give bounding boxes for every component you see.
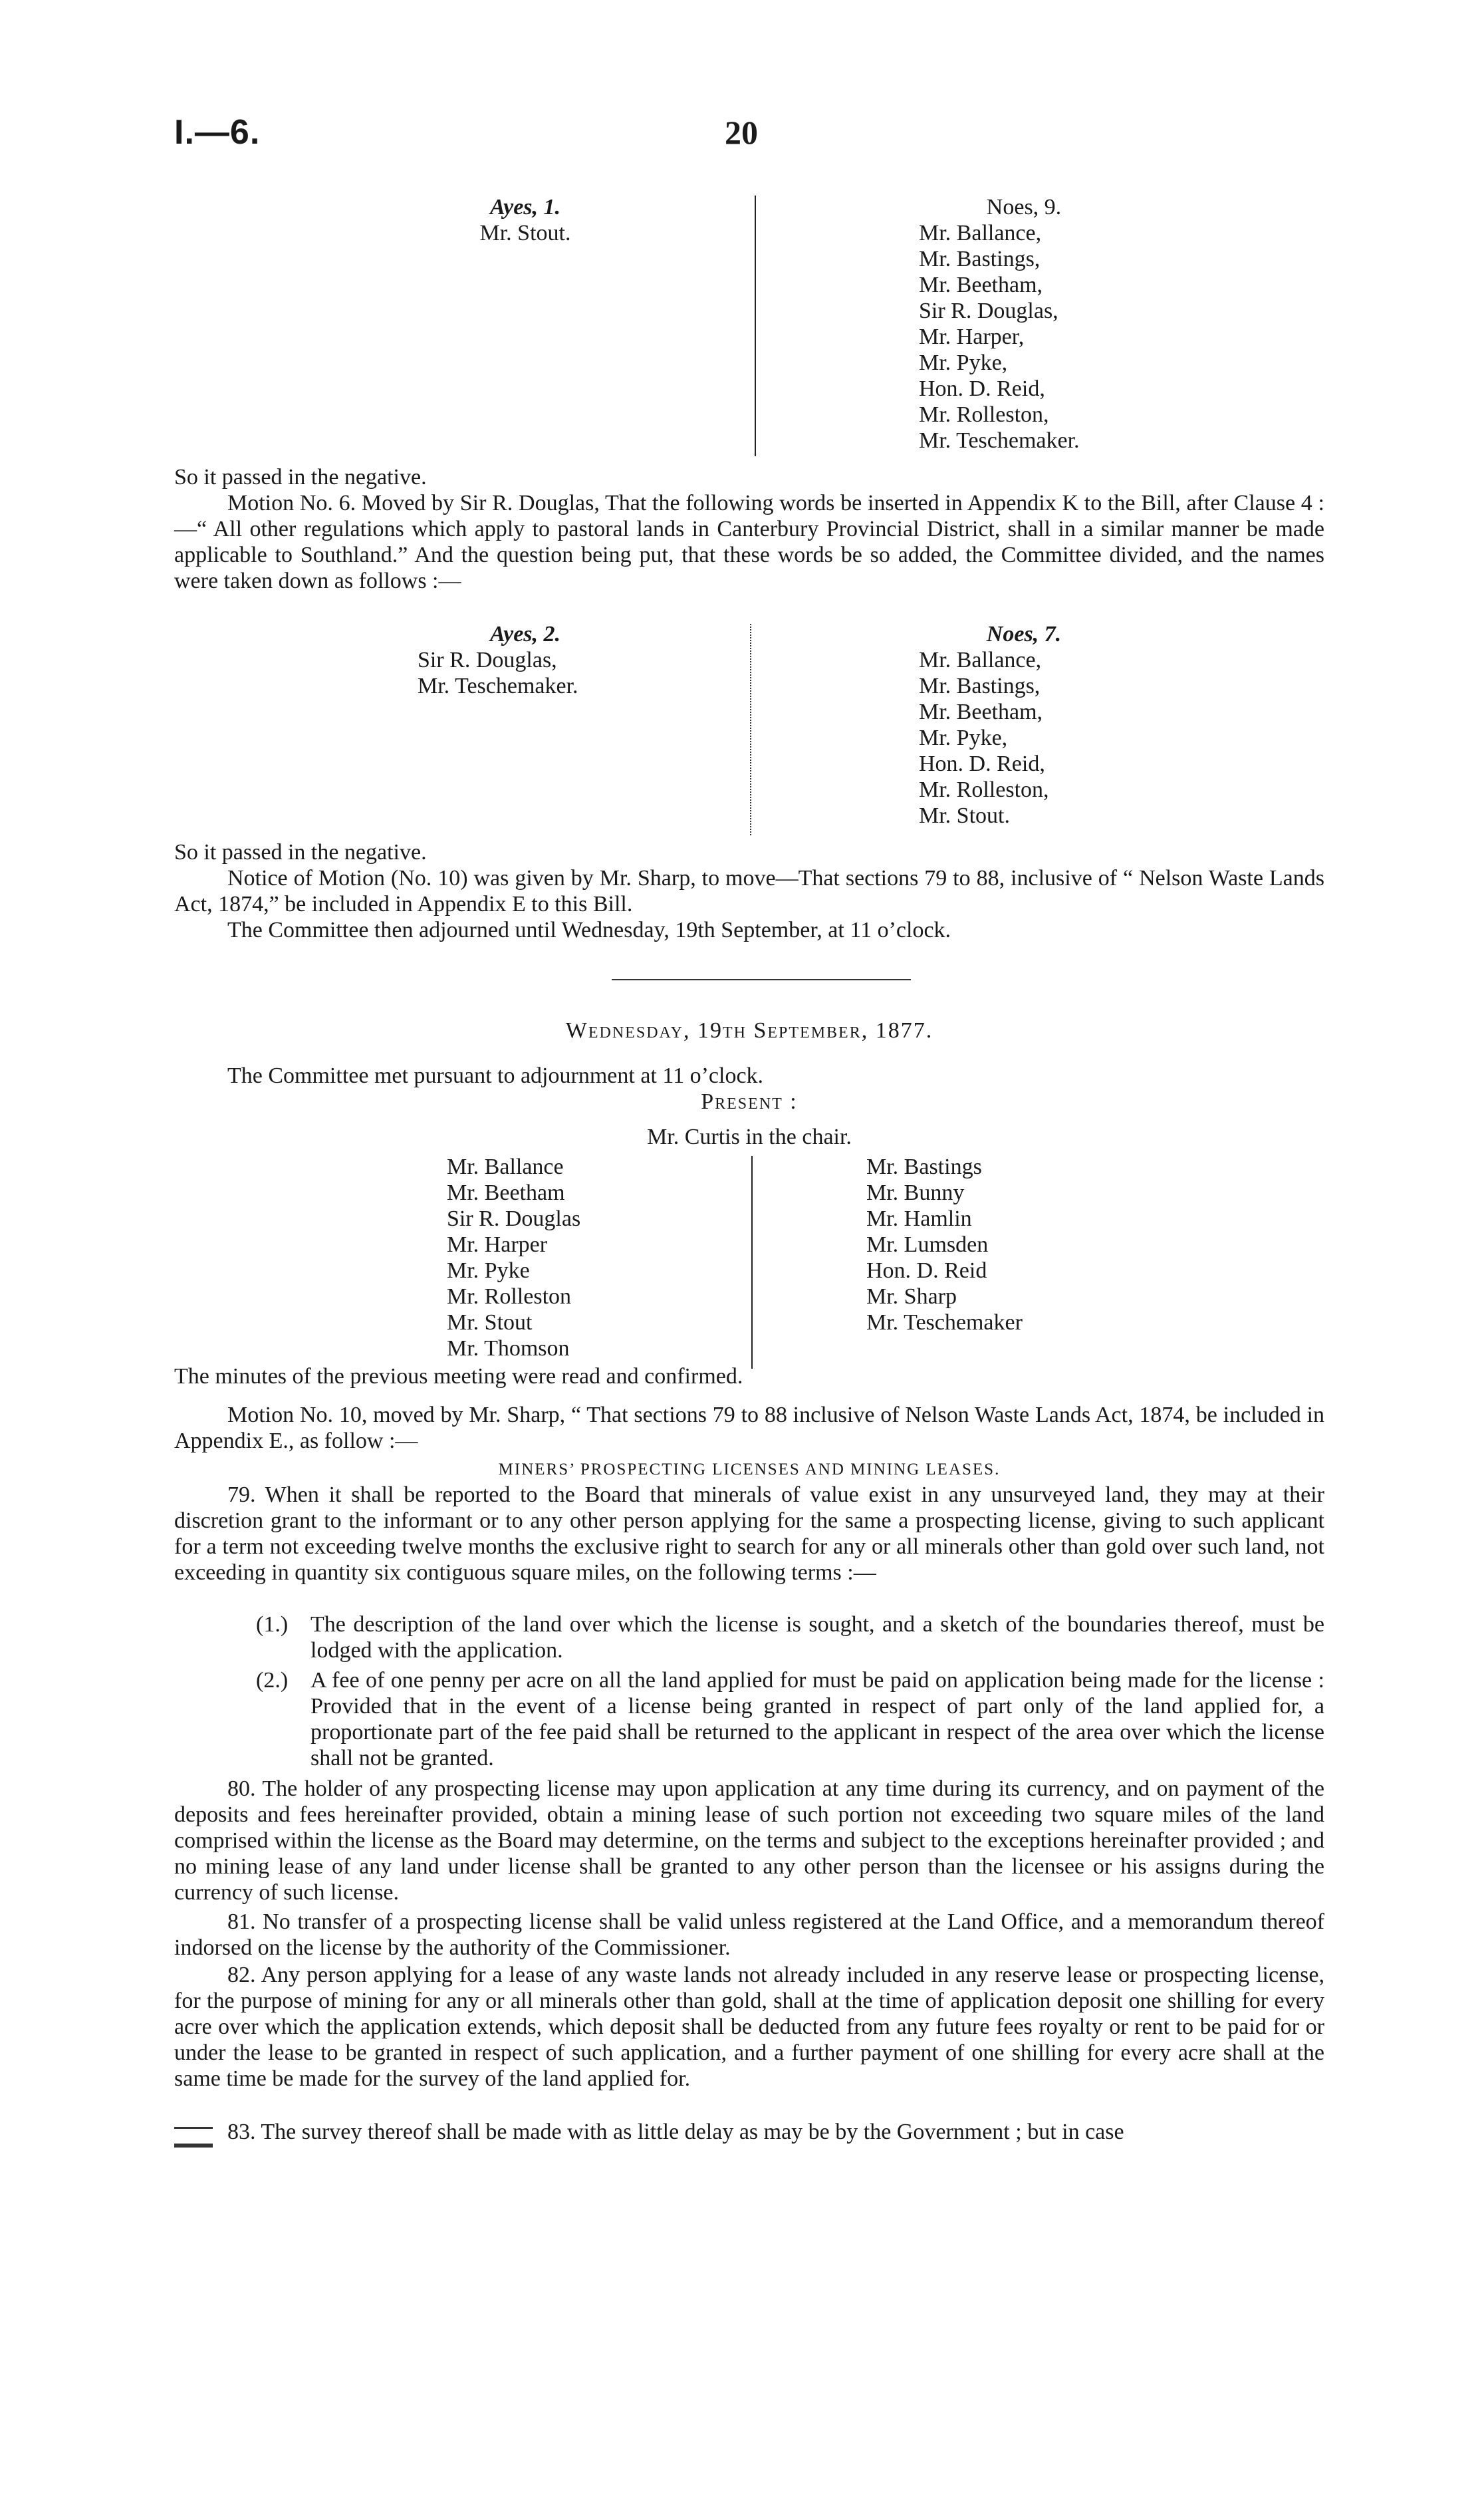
member-name: Mr. Thomson (447, 1336, 570, 1361)
paragraph: Motion No. 10, moved by Mr. Sharp, “ That sections 79 to 88 inclusive of Nelson Waste Lands Act, 1874, be included in Appendix E., as follow :— (174, 1403, 1324, 1453)
paragraph: Notice of Motion (No. 10) was given by Mr. Sharp, to move—That sections 79 to 88, inclusive of “ Nelson Waste Lands Act, 1874,” be included in Appendix E to this Bill. (174, 866, 1324, 916)
vote-name: Mr. Beetham, (919, 273, 1043, 297)
member-name: Mr. Bastings (866, 1155, 982, 1179)
vote-name: Mr. Ballance, (919, 221, 1042, 245)
vote1-ayes-heading: Ayes, 1. (489, 195, 561, 219)
list-item-number: (1.) (256, 1612, 289, 1637)
section-separator (612, 979, 911, 980)
vote-name: Mr. Bastings, (919, 674, 1041, 698)
vote-name: Mr. Ballance, (919, 648, 1042, 672)
member-name: Mr. Hamlin (866, 1206, 972, 1231)
vote-name: Mr. Teschemaker. (418, 674, 578, 698)
member-name: Mr. Stout (447, 1310, 533, 1335)
vote-name: Mr. Bastings, (919, 247, 1041, 271)
present-left-column (447, 1154, 580, 1361)
vote-name: Mr. Beetham, (919, 700, 1043, 724)
vote-name: Hon. D. Reid, (919, 376, 1045, 401)
member-name: Sir R. Douglas (447, 1206, 581, 1231)
member-name: Mr. Bunny (866, 1181, 965, 1205)
member-name: Mr. Teschemaker (866, 1310, 1023, 1335)
section-81: 81. No transfer of a prospecting license shall be valid unless registered at the Land Office, and a memorandum thereof indorsed on the license by the authority of the Commissioner. (174, 1909, 1324, 1960)
vote2-ayes-heading: Ayes, 2. (489, 622, 561, 646)
member-name: Mr. Harper (447, 1232, 548, 1257)
vote-name: Mr. Rolleston, (919, 402, 1049, 427)
meeting-date-heading: Wednesday, 19th September, 1877. (565, 1018, 933, 1043)
member-name: Mr. Rolleston (447, 1284, 572, 1309)
page-number: 20 (725, 114, 758, 151)
member-name: Mr. Ballance (447, 1155, 564, 1179)
vote-name: Mr. Pyke, (919, 350, 1008, 375)
vote1-noes-heading: Noes, 9. (986, 195, 1062, 219)
vote2-noes-heading-wrap (918, 621, 1130, 647)
member-name: Mr. Beetham (447, 1181, 565, 1205)
section-83: 83. The survey thereof shall be made with as little delay as may be by the Government ; but in case (227, 2120, 1124, 2144)
member-name: Mr. Sharp (866, 1284, 957, 1309)
vote-name: Mr. Stout. (919, 803, 1010, 828)
vote2-ayes-names (418, 647, 578, 699)
list-item (256, 1667, 1324, 1771)
present-right-column (866, 1154, 1023, 1335)
vote2-noes (919, 647, 1049, 829)
vote-name: Mr. Pyke, (919, 726, 1008, 750)
paragraph: Motion No. 6. Moved by Sir R. Douglas, That the following words be inserted in Appendix K to the Bill, after Clause 4 :—“ All other regulations which apply to pastoral lands in Canterbury Provincial District, shall in a similar manner be made applicable to Southland.” And the question being put, that these words be so added, the Committee divided, and the names were taken down as follows :— (174, 491, 1324, 593)
vote-name: Hon. D. Reid, (919, 752, 1045, 776)
column-divider (755, 196, 756, 456)
paragraph: The Committee met pursuant to adjournment at 11 o’clock. (227, 1063, 764, 1088)
vote-name: Mr. Stout. (479, 221, 571, 245)
list-item-number: (2.) (256, 1668, 289, 1693)
vote1-ayes (372, 194, 678, 246)
member-name: Mr. Lumsden (866, 1232, 989, 1257)
vote-name: Mr. Harper, (919, 325, 1025, 349)
paragraph: The Committee then adjourned until Wednesday, 19th September, at 11 o’clock. (227, 918, 951, 942)
list-item-text: A fee of one penny per acre on all the land applied for must be paid on application being made for the license : Provided that in the event of a license being granted in respect of part only of the land applied for, a proportionate part of the fee paid shall be returned to the applicant in respect of the area over which the license shall not be granted. (310, 1668, 1324, 1770)
vote-name: Sir R. Douglas, (418, 648, 557, 672)
document-reference: I.—6. (174, 113, 261, 152)
present-heading: Present : (701, 1089, 798, 1114)
vote2-ayes (372, 621, 678, 647)
list-item-text: The description of the land over which the license is sought, and a sketch of the boundaries thereof, must be lodged with the application. (310, 1612, 1324, 1663)
column-divider (750, 624, 751, 835)
vote-name: Mr. Rolleston, (919, 777, 1049, 802)
column-divider (751, 1156, 753, 1369)
paragraph: The minutes of the previous meeting were read and confirmed. (174, 1364, 743, 1389)
paragraph: So it passed in the negative. (174, 840, 427, 865)
list-item (256, 1611, 1324, 1663)
section-82: 82. Any person applying for a lease of any waste lands not already included in any reserve lease or prospecting license, for the purpose of mining for any or all minerals other than gold, shall at the time of application deposit one shilling for every acre over which the application extends, which deposit shall be deducted from any future fees royalty or rent to be paid for or under the lease to be granted in respect of such application, and a further payment of one shilling for every acre shall at the same time be made for the survey of the land applied for. (174, 1963, 1324, 2091)
vote1-noes (919, 220, 1080, 454)
chair-line: Mr. Curtis in the chair. (647, 1125, 852, 1149)
paragraph: So it passed in the negative. (174, 465, 427, 489)
section-80: 80. The holder of any prospecting license may upon application at any time during its currency, and on payment of the deposits and fees hereinafter provided, obtain a mining lease of such portion not exceeding two square miles of the land comprised within the license as the Board may determine, on the terms and subject to the exceptions hereinafter provided ; and no mining lease of any land under license shall be granted to any other person than the licensee or his assigns during the currency of such license. (174, 1776, 1324, 1905)
subheading: MINERS’ PROSPECTING LICENSES AND MINING LEASES. (498, 1461, 1001, 1478)
member-name: Hon. D. Reid (866, 1258, 987, 1283)
section-79: 79. When it shall be reported to the Board that minerals of value exist in any unsurveyed land, they may at their discretion grant to the informant or to any other person applying for the same a prospecting license, giving to such applicant for a term not exceeding twelve months the exclusive right to search for any or all minerals other than gold over such land, not exceeding in quantity six contiguous square miles, on the following terms :— (174, 1482, 1324, 1585)
vote-name: Mr. Teschemaker. (919, 428, 1080, 453)
member-name: Mr. Pyke (447, 1258, 530, 1283)
vote2-noes-heading: Noes, 7. (986, 622, 1062, 646)
vote-name: Sir R. Douglas, (919, 299, 1058, 323)
